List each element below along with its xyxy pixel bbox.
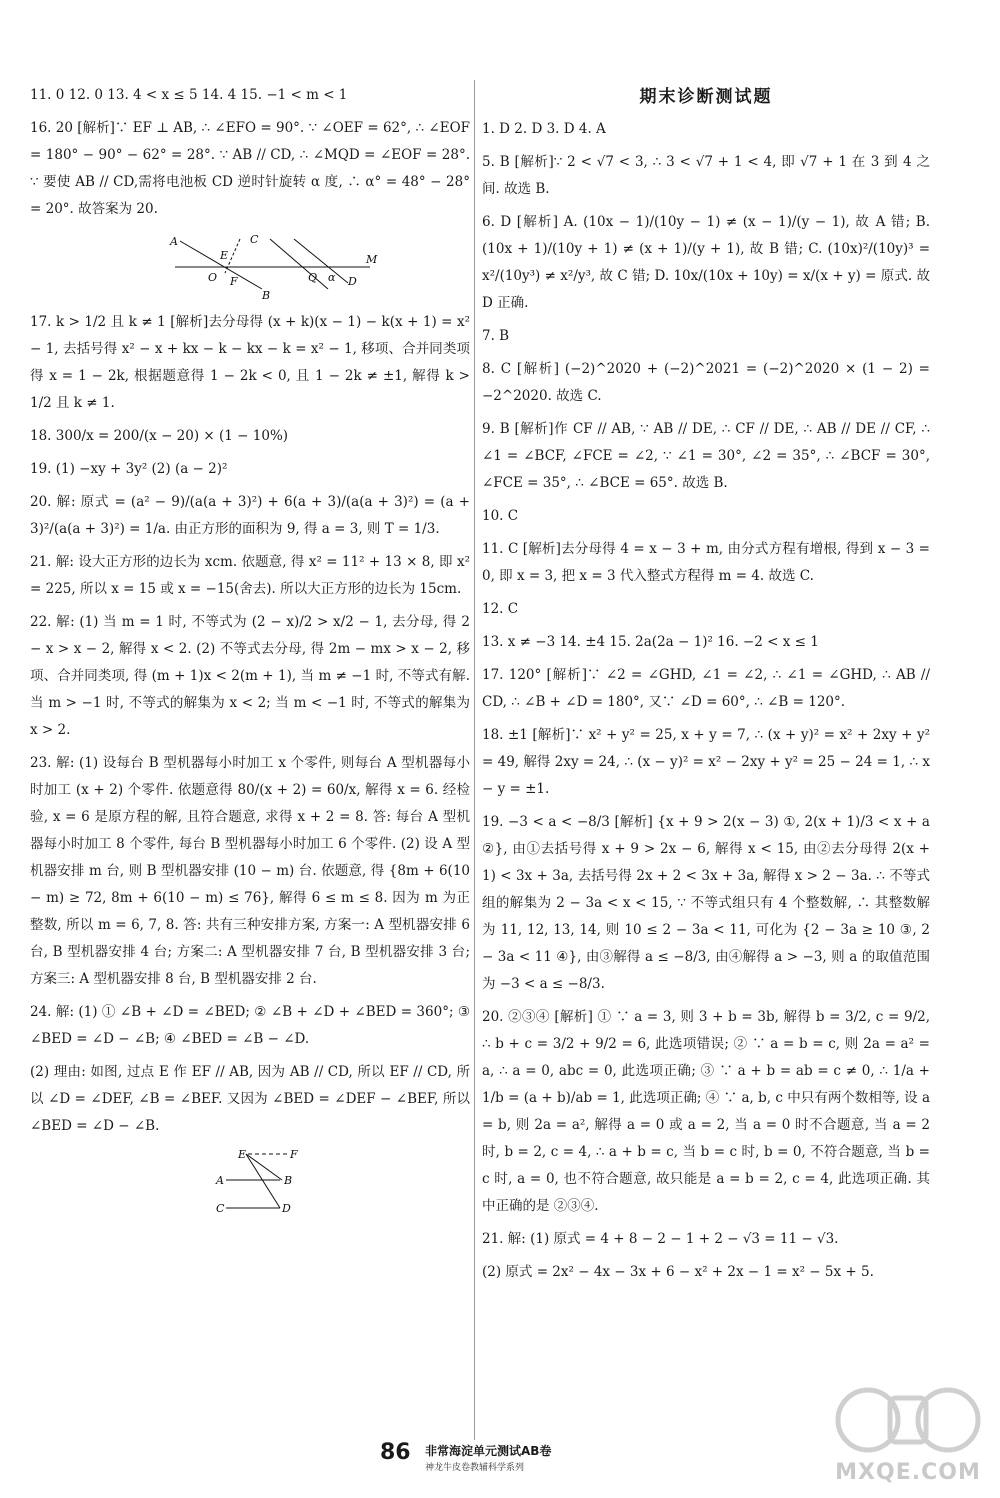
answer-23: 23. 解: (1) 设每台 B 型机器每小时加工 x 个零件, 则每台 A 型机器每小时加工 (x + 2) 个零件. 依题意得 80/(x + 2) = 60/x, 解得 x = 6. 经检验, x = 6 是原方程的解, 且符合题意, 求得 x + 2 = 8. 答: 每台 A 型机器每小时加工 8 个零件, 每台 B 型机器每小时加工 6 个零件. (2) 设 A 型机器安排 m 台, 则 B 型机器安排 (10 − m) 台. 依题意, 得 {8m + 6(10 − m) ≥ 72, 8m + 6(10 − m) ≤ 76}, 解得 6 ≤ m ≤ 8. 因为 m 为正整数, 所以 m = 6, 7, 8. 答: 共有三种安排方案, 方案一: A 型机器安排 6 台, B 型机器安排 4 台; 方案二: A 型机器安排 7 台, B 型机器安排 3 台; 方案三: A 型机器安排 8 台, B 型机器安排 2 台.	[30, 755, 470, 987]
fig24-label-b: B	[284, 1174, 293, 1187]
left-column	[30, 82, 470, 1224]
fig24-label-c: C	[216, 1202, 225, 1215]
figure-16	[30, 229, 470, 301]
answer-r9: 9. B [解析]作 CF // AB, ∵ AB // DE, ∴ CF // DE, ∴ AB // DE // CF, ∴ ∠1 = ∠BCF, ∠FCE = ∠2, ∵ ∠1 = 30°, ∠2 = 35°, ∴ ∠BCF = 30°, ∠FCE = 35°, ∴ ∠BCE = 65°. 故选 B.	[482, 421, 930, 491]
answer-r21-part1: 21. 解: (1) 原式 = 4 + 8 − 2 − 1 + 2 − √3 = 11 − √3.	[482, 1231, 839, 1247]
watermark-logo	[828, 1380, 988, 1490]
answer-r18: 18. ±1 [解析]∵ x² + y² = 25, x + y = 7, ∴ (x + y)² = x² + 2xy + y² = 49, 解得 2xy = 24, ∴ (x − y)² = x² − 2xy + y² = 25 − 24 = 1, ∴ x − y = ±1.	[482, 727, 930, 797]
answer-24-part2: (2) 理由: 如图, 过点 E 作 EF // AB, 因为 AB // CD, 所以 EF // CD, 所以 ∠D = ∠DEF, ∠B = ∠BEF. 又因为 ∠BED = ∠DEF − ∠BEF, 所以 ∠BED = ∠D − ∠B.	[30, 1064, 470, 1134]
series-title: 非常海淀单元测试AB卷	[425, 1444, 552, 1458]
series-subtitle: 神龙牛皮卷教辅科学系列	[425, 1463, 525, 1473]
watermark-logo-icon	[828, 1380, 988, 1460]
fig16-label-q: Q	[308, 271, 318, 284]
answer-r8: 8. C [解析] (−2)^2020 + (−2)^2021 = (−2)^2020 × (1 − 2) = −2^2020. 故选 C.	[482, 361, 930, 404]
fig24-label-d: D	[282, 1202, 291, 1215]
answer-22: 22. 解: (1) 当 m = 1 时, 不等式为 (2 − x)/2 > x/2 − 1, 去分母, 得 2 − x > x − 2, 解得 x < 2. (2) 不等式去分母, 得 2m − mx > x − 2, 移项、合并同类项, 得 (m + 1)x < 2(m + 1), 当 m ≠ −1 时, 不等式有解. 当 m > −1 时, 不等式的解集为 x < 2; 当 m < −1 时, 不等式的解集为 x > 2.	[30, 614, 470, 738]
fig16-label-m: M	[366, 253, 378, 266]
fig16-label-alpha: α	[328, 271, 336, 284]
fig24-label-e: E	[238, 1148, 247, 1161]
fig16-label-d: D	[348, 275, 357, 288]
fig24-label-a: A	[216, 1174, 224, 1187]
answer-r20: 20. ②③④ [解析] ① ∵ a = 3, 则 3 + b = 3b, 解得 b = 3/2, c = 9/2, ∴ b + c = 3/2 + 9/2 = 6, 此选项错误; ② ∵ a = b = c, 则 2a = a² = a, ∴ a = 0, abc = 0, 此选项正确; ③ ∵ a + b = ab = c ≠ 0, ∴ 1/a + 1/b = (a + b)/ab = 1, 此选项正确; ④ ∵ a, b, c 中只有两个数相等, 设 a = b, 则 2a = a², 解得 a = 0 或 a = 2, 当 a = 0 时不合题意, 当 a = 2 时, b = 2, c = 4, ∴ a + b = c, 当 b = c 时, b = 0, 不符合题意, 当 b = c 时, a = 0, 也不符合题意, 故只能是 a = b = 2, c = 4, 此选项正确. 其中正确的是 ②③④.	[482, 1009, 930, 1214]
answer-r21-part2: (2) 原式 = 2x² − 4x − 3x + 6 − x² + 2x − 1 = x² − 5x + 5.	[482, 1264, 874, 1280]
answer-r11: 11. C [解析]去分母得 4 = x − 3 + m, 由分式方程有增根, 得到 x − 3 = 0, 即 x = 3, 把 x = 3 代入整式方程得 m = 4. 故选 C.	[482, 541, 930, 584]
fig16-label-o: O	[208, 271, 218, 284]
section-title: 期末诊断测试题	[639, 87, 773, 107]
answer-18: 18. 300/x = 200/(x − 20) × (1 − 10%)	[30, 428, 289, 444]
answer-16: 16. 20 [解析]∵ EF ⊥ AB, ∴ ∠EFO = 90°. ∵ ∠OEF = 62°, ∴ ∠EOF = 180° − 90° − 62° = 28°. ∵ AB // CD, ∴ ∠MQD = ∠EOF = 28°. ∵ 要使 AB // CD,需将电池板 CD 逆时针旋转 α 度, ∴ α° = 48° − 28° = 20°. 故答案为 20.	[30, 120, 470, 217]
answer-r19: 19. −3 < a < −8/3 [解析] {x + 9 > 2(x − 3) ①, 2(x + 1)/3 < x + a ②}, 由①去括号得 x + 9 > 2x − 6, 解得 x < 15, 由②去分母得 2(x + 1) < 3x + 3a, 去括号得 2x + 2 < 3x + 3a, 解得 x > 2 − 3a. ∴ 不等式组的解集为 2 − 3a < x < 15, ∵ 不等式组只有 4 个整数解, ∴ 其整数解为 11, 12, 13, 14, 则 10 ≤ 2 − 3a < 11, 可化为 {2 − 3a ≥ 10 ③, 2 − 3a < 11 ④}, 由③解得 a ≤ −8/3, 由④解得 a > −3, 则 a 的取值范围为 −3 < a ≤ −8/3.	[482, 814, 930, 992]
answer-19: 19. (1) −xy + 3y² (2) (a − 2)²	[30, 461, 228, 477]
answer-11-15: 11. 0 12. 0 13. 4 < x ≤ 5 14. 4 15. −1 < m < 1	[30, 87, 348, 103]
fig16-label-c: C	[250, 233, 259, 246]
answer-r6: 6. D [解析] A. (10x − 1)/(10y − 1) ≠ (x − 1)/(y − 1), 故 A 错; B. (10x + 1)/(10y + 1) ≠ (x + 1)/(y + 1), 故 B 错; C. (10x)²/(10y)³ = x²/(10y³) ≠ x²/y³, 故 C 错; D. 10x/(10x + 10y) = x/(x + y) = 原式. 故 D 正确.	[482, 214, 930, 311]
answer-21: 21. 解: 设大正方形的边长为 xcm. 依题意, 得 x² = 11² + 13 × 8, 即 x² = 225, 所以 x = 15 或 x = −15(舍去). 所以大正方形的边长为 15cm.	[30, 554, 470, 597]
column-divider	[474, 80, 475, 1440]
page-number: 86	[380, 1440, 411, 1465]
answer-r1-4: 1. D 2. D 3. D 4. A	[482, 121, 606, 137]
answer-r5: 5. B [解析]∵ 2 < √7 < 3, ∴ 3 < √7 + 1 < 4, 即 √7 + 1 在 3 到 4 之间. 故选 B.	[482, 154, 930, 197]
answer-24-part1: 24. 解: (1) ① ∠B + ∠D = ∠BED; ② ∠B + ∠D + ∠BED = 360°; ③ ∠BED = ∠D − ∠B; ④ ∠BED = ∠B − ∠D.	[30, 1004, 470, 1047]
fig24-label-f: F	[290, 1148, 298, 1161]
answer-r17: 17. 120° [解析]∵ ∠2 = ∠GHD, ∠1 = ∠2, ∴ ∠1 = ∠GHD, ∴ AB // CD, ∴ ∠B + ∠D = 180°, 又∵ ∠D = 60°, ∴ ∠B = 120°.	[482, 667, 930, 710]
fig16-label-b: B	[262, 289, 271, 301]
answer-r12: 12. C	[482, 601, 519, 617]
fig16-label-f: F	[230, 275, 238, 288]
answer-r7: 7. B	[482, 328, 510, 344]
right-column	[482, 82, 930, 1292]
fig16-label-e: E	[220, 249, 229, 262]
figure-24	[30, 1146, 470, 1216]
answer-r10: 10. C	[482, 508, 519, 524]
answer-20: 20. 解: 原式 = (a² − 9)/(a(a + 3)²) + 6(a + 3)/(a(a + 3)²) = (a + 3)²/(a(a + 3)²) = 1/a. 由正方形的面积为 9, 得 a = 3, 则 T = 1/3.	[30, 494, 470, 537]
fig16-label-a: A	[170, 235, 178, 248]
watermark-text: MXQE.COM	[835, 1460, 981, 1485]
answer-17: 17. k > 1/2 且 k ≠ 1 [解析]去分母得 (x + k)(x − 1) − k(x + 1) = x² − 1, 去括号得 x² − x + kx − k − kx − k = x² − 1, 移项、合并同类项得 x = 1 − 2k, 根据题意得 1 − 2k < 0, 且 1 − 2k ≠ ±1, 解得 k > 1/2 且 k ≠ 1.	[30, 314, 470, 411]
answer-r13-16: 13. x ≠ −3 14. ±4 15. 2a(2a − 1)² 16. −2 < x ≤ 1	[482, 634, 819, 650]
